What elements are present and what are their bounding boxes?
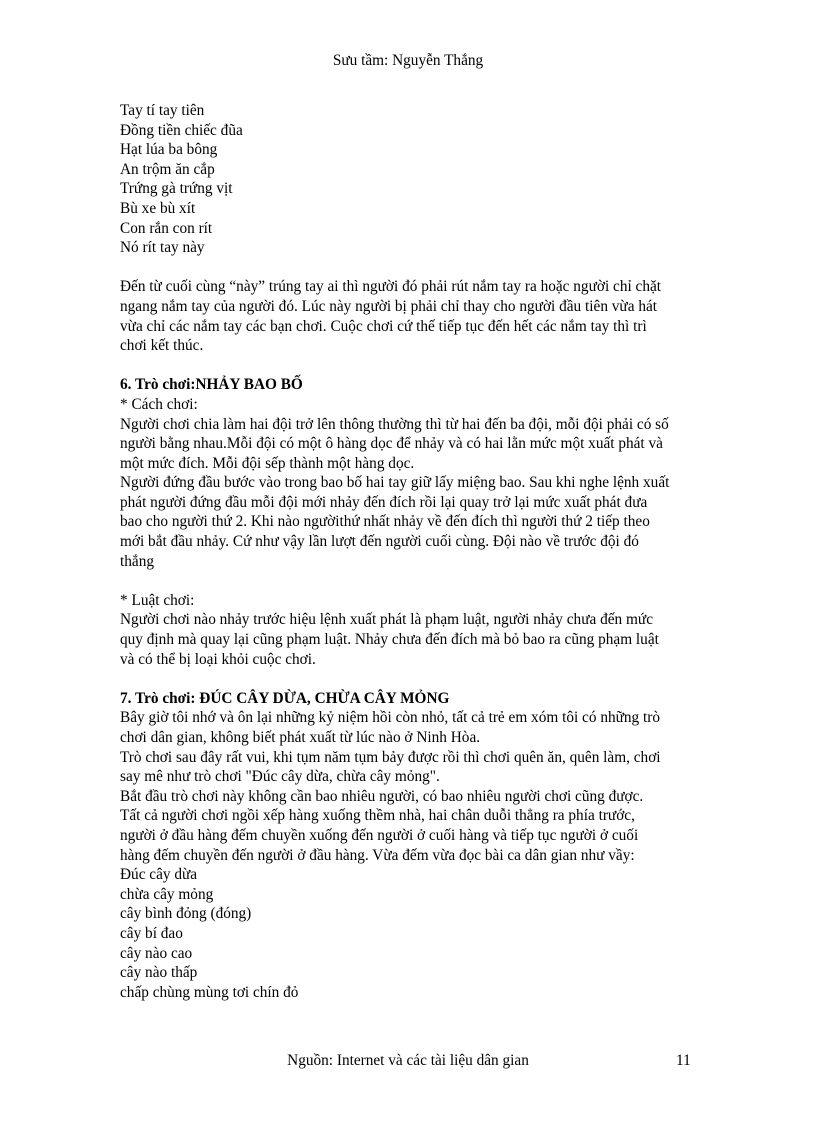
poem-line: cây bí đao	[120, 924, 183, 942]
blank-line	[120, 356, 706, 376]
rules-label: * Luật chơi:	[120, 591, 195, 609]
footer-source: Nguồn: Internet và các tài liệu dân gian	[287, 1052, 529, 1069]
text-line: và có thể bị loại khỏi cuộc chơi.	[120, 650, 316, 668]
text-line: chơi dân gian, không biết phát xuất từ lúc nào ở Ninh Hòa.	[120, 729, 481, 746]
text-line: một mức đích. Mỗi đội sếp thành một hàng dọc.	[120, 454, 415, 472]
text-line: thắng	[120, 552, 154, 570]
poem-line: Con rắn con rít	[120, 219, 213, 237]
page-content	[120, 101, 706, 1002]
section-heading-7: 7. Trò chơi: ĐÚC CÂY DỪA, CHỪA CÂY MỎNG	[120, 689, 450, 707]
blank-line	[120, 571, 706, 591]
paragraph-game-end	[120, 277, 706, 355]
text-line: mới bắt đầu nhảy. Cứ như vậy lần lượt đến người cuối cùng. Đội nào về trước đội đó	[120, 533, 639, 551]
poem-line: Đồng tiền chiếc đũa	[120, 121, 243, 139]
poem-duc-cay-dua	[120, 865, 706, 1002]
poem-line: chấp chùng mùng tơi chín đỏ	[120, 983, 299, 1001]
text-line: vừa chỉ các nắm tay các bạn chơi. Cuộc chơi cứ thế tiếp tục đến hết các nắm tay thì trì	[120, 317, 647, 335]
text-line: người bằng nhau.Mỗi đội có một ô hàng dọc để nhảy và có hai lằn mức một xuất phát và	[120, 435, 663, 453]
section-7-body	[120, 708, 706, 865]
section-6-rules	[120, 610, 706, 669]
text-line: bao cho người thứ 2. Khi nào ngườithứ nhất nhảy về đến đích thì người thứ 2 tiếp theo	[120, 513, 650, 531]
text-line: Trò chơi sau đây rất vui, khi tụm năm tụm bảy được rồi thì chơi quên ăn, quên làm, chơi	[120, 748, 661, 766]
poem-line: Trứng gà trứng vịt	[120, 180, 233, 198]
poem-line: Đúc cây dừa	[120, 866, 198, 884]
poem-line: Tay tí tay tiên	[120, 102, 205, 119]
page-number: 11	[676, 1052, 691, 1069]
text-line: Đến từ cuối cùng “này” trúng tay ai thì người đó phải rút nắm tay ra hoặc người chỉ chặt	[120, 278, 662, 296]
blank-line	[120, 669, 706, 689]
text-line: Người chơi chia làm hai đội trở lên thông thường thì từ hai đến ba đội, mỗi đội phải có số	[120, 415, 669, 433]
poem-tay-ti-tay-tien	[120, 101, 706, 258]
poem-line: cây bình đỏng (đóng)	[120, 905, 252, 923]
poem-line: Nó rít tay này	[120, 239, 205, 257]
text-line: người ở đầu hàng đếm chuyền xuống đến người ở cuối hàng và tiếp tục người ở cuối	[120, 826, 639, 844]
text-line: ngang nắm tay của người đó. Lúc này người bị phải chỉ thay cho người đầu tiên vừa hát	[120, 297, 658, 315]
text-line: Bắt đầu trò chơi này không cần bao nhiêu người, có bao nhiêu người chơi cũng được.	[120, 787, 644, 805]
poem-line: Bù xe bù xít	[120, 199, 196, 217]
section-heading-6: 6. Trò chơi:NHẢY BAO BỐ	[120, 376, 303, 394]
poem-line: An trộm ăn cắp	[120, 160, 215, 178]
blank-line	[120, 258, 706, 278]
poem-line: chừa cây mỏng	[120, 885, 214, 903]
text-line: Người chơi nào nhảy trước hiệu lệnh xuất phát là phạm luật, người nhảy chưa đến mức	[120, 611, 654, 629]
text-line: hàng đếm chuyền đến người ở đầu hàng. Vừa đếm vừa đọc bài ca dân gian như vầy:	[120, 846, 635, 864]
text-line: chơi kết thúc.	[120, 337, 204, 355]
text-line: Người đứng đầu bước vào trong bao bố hai tay giữ lấy miệng bao. Sau khi nghe lệnh xuất	[120, 474, 670, 492]
poem-line: cây nào thấp	[120, 964, 198, 982]
text-line: Bây giờ tôi nhớ và ôn lại những kỷ niệm hồi còn nhỏ, tất cả trẻ em xóm tôi có những trò	[120, 709, 661, 727]
howto-label: * Cách chơi:	[120, 395, 198, 413]
text-line: Tất cả người chơi ngồi xếp hàng xuống thềm nhà, hai chân duỗi thẳng ra phía trước,	[120, 807, 635, 825]
poem-line: Hạt lúa ba bông	[120, 141, 218, 159]
page-header: Sưu tầm: Nguyễn Thắng	[332, 52, 484, 69]
text-line: phát người đứng đầu mỗi đội mới nhảy đến đích rồi lại quay trở lại mức xuất phát đưa	[120, 493, 648, 511]
section-6-howto	[120, 415, 706, 572]
text-line: say mê như trò chơi "Đúc cây dừa, chừa cây mỏng".	[120, 768, 440, 786]
text-line: quy định mà quay lại cũng phạm luật. Nhảy chưa đến đích mà bỏ bao ra cũng phạm luật	[120, 631, 659, 649]
poem-line: cây nào cao	[120, 944, 193, 962]
